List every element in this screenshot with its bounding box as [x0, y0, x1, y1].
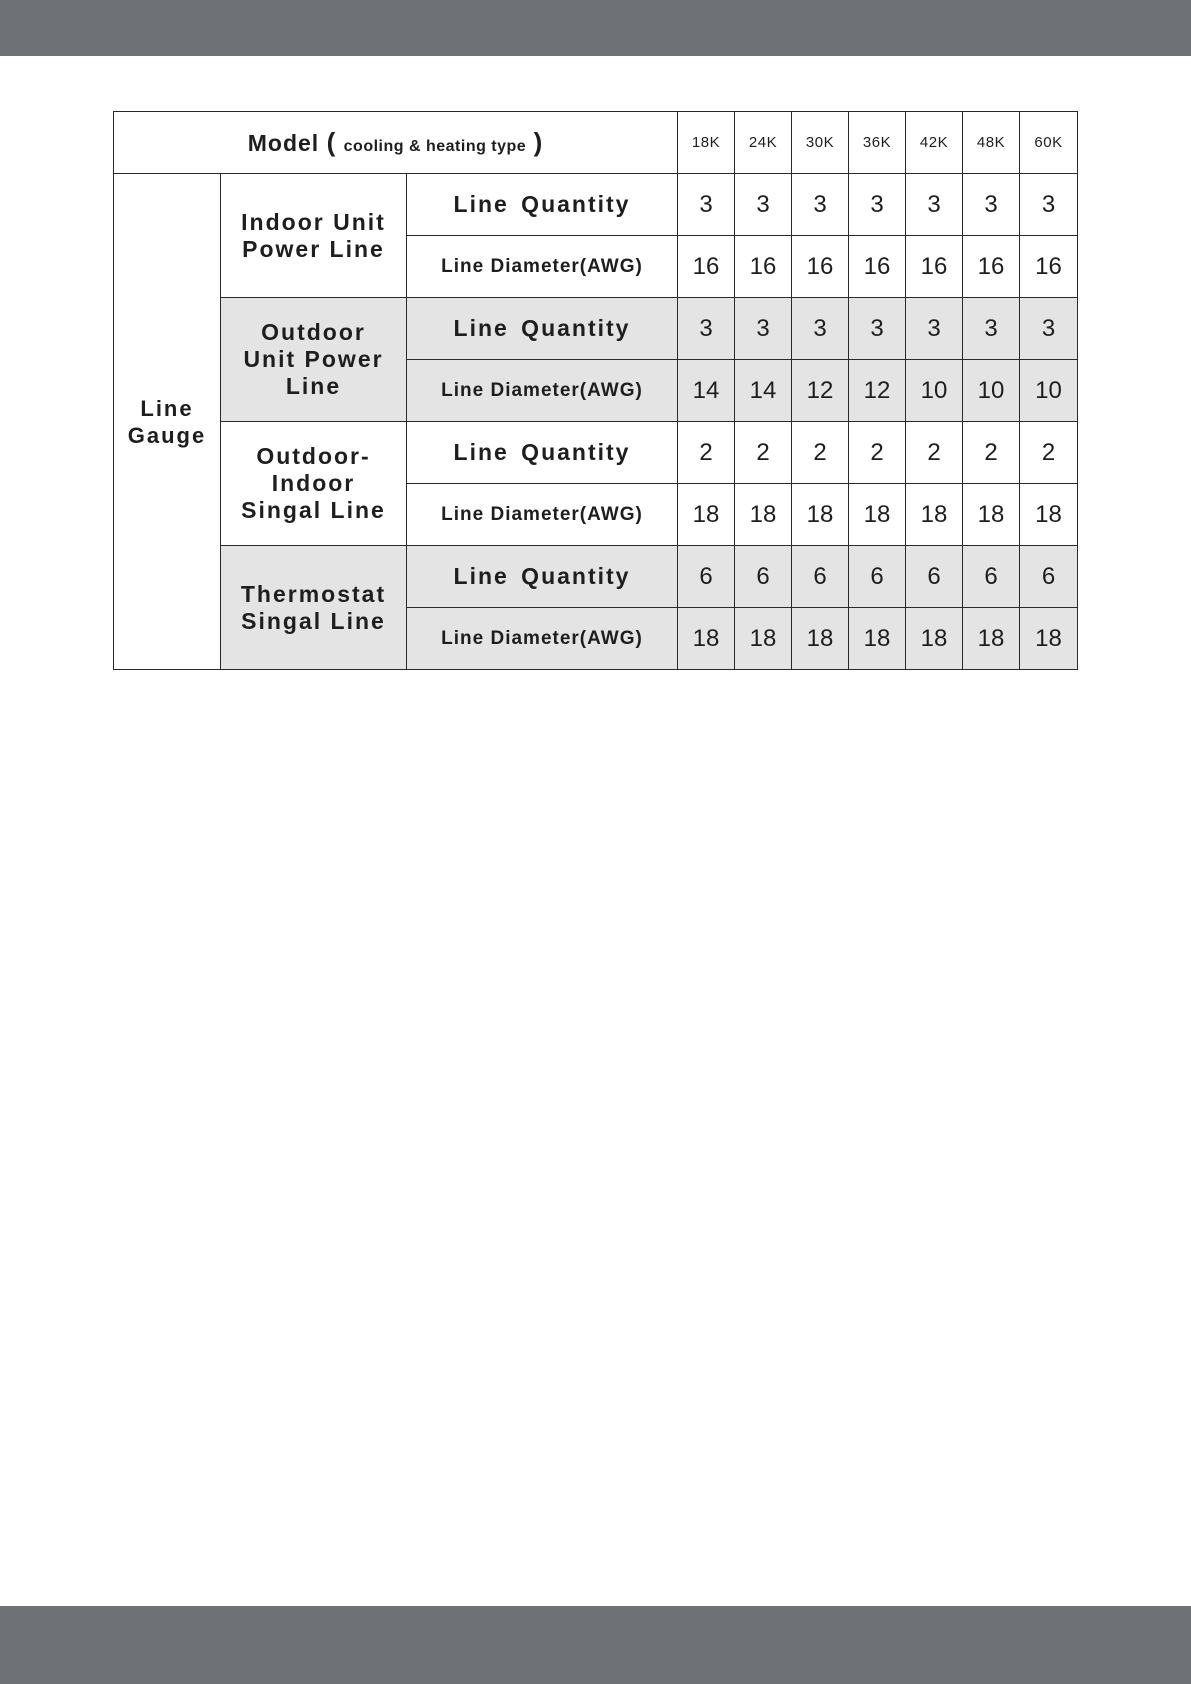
value-cell: 3 [678, 174, 735, 236]
value-cell: 3 [678, 298, 735, 360]
value-cell: 3 [735, 174, 792, 236]
line-gauge-label: Gauge [127, 422, 207, 448]
value-cell: 2 [678, 422, 735, 484]
open-paren: ( [326, 127, 337, 157]
group-label-line: Outdoor- [256, 443, 371, 469]
value-cell: 10 [906, 360, 963, 422]
group-label-line: Indoor Unit [241, 208, 386, 235]
value-cell: 3 [1020, 174, 1078, 236]
line-quantity-label: Line Quantity [407, 546, 678, 608]
value-cell: 3 [963, 174, 1020, 236]
capacity-header: 42K [906, 112, 963, 174]
group-label-line: Outdoor [261, 319, 366, 345]
value-cell: 3 [1020, 298, 1078, 360]
model-header-cell [114, 112, 678, 174]
table-row [114, 422, 1078, 484]
line-diameter-label: Line Diameter(AWG) [407, 236, 678, 298]
value-cell: 16 [849, 236, 906, 298]
group-label-line: Singal Line [241, 607, 386, 634]
group-label-line: Thermostat [240, 580, 387, 607]
value-cell: 18 [906, 484, 963, 546]
table-row [114, 174, 1078, 236]
group-label-cell [221, 174, 407, 298]
value-cell: 14 [735, 360, 792, 422]
value-cell: 3 [735, 298, 792, 360]
value-cell: 6 [849, 546, 906, 608]
value-cell: 18 [963, 484, 1020, 546]
value-cell: 3 [849, 174, 906, 236]
group-label-cell [221, 298, 407, 422]
line-diameter-label: Line Diameter(AWG) [407, 484, 678, 546]
line-diameter-label: Line Diameter(AWG) [407, 608, 678, 670]
capacity-header: 24K [735, 112, 792, 174]
table-row [114, 298, 1078, 360]
value-cell: 18 [849, 484, 906, 546]
page-footer-bar [0, 1606, 1191, 1684]
value-cell: 16 [678, 236, 735, 298]
value-cell: 6 [1020, 546, 1078, 608]
value-cell: 3 [906, 174, 963, 236]
value-cell: 16 [792, 236, 849, 298]
value-cell: 16 [735, 236, 792, 298]
line-gauge-cell [114, 174, 221, 670]
group-label-line: Line [285, 373, 342, 399]
capacity-header: 30K [792, 112, 849, 174]
value-cell: 2 [963, 422, 1020, 484]
value-cell: 18 [1020, 608, 1078, 670]
group-label-line: Indoor [271, 470, 356, 496]
value-cell: 12 [792, 360, 849, 422]
model-type-label: cooling & heating type [343, 138, 527, 155]
value-cell: 18 [792, 608, 849, 670]
value-cell: 10 [963, 360, 1020, 422]
capacity-header: 36K [849, 112, 906, 174]
value-cell: 18 [678, 608, 735, 670]
value-cell: 16 [963, 236, 1020, 298]
value-cell: 2 [849, 422, 906, 484]
value-cell: 18 [1020, 484, 1078, 546]
value-cell: 6 [906, 546, 963, 608]
value-cell: 16 [1020, 236, 1078, 298]
value-cell: 2 [1020, 422, 1078, 484]
page-header-bar [0, 0, 1191, 56]
line-quantity-label: Line Quantity [407, 298, 678, 360]
value-cell: 18 [735, 608, 792, 670]
value-cell: 3 [963, 298, 1020, 360]
group-label-line: Unit Power [243, 346, 384, 372]
capacity-header: 48K [963, 112, 1020, 174]
value-cell: 2 [792, 422, 849, 484]
value-cell: 3 [906, 298, 963, 360]
value-cell: 3 [792, 298, 849, 360]
value-cell: 14 [678, 360, 735, 422]
value-cell: 2 [906, 422, 963, 484]
line-quantity-label: Line Quantity [407, 422, 678, 484]
group-label-line: Power Line [242, 235, 385, 262]
line-quantity-label: Line Quantity [407, 174, 678, 236]
model-label: Model [247, 130, 320, 156]
line-gauge-table [113, 111, 1078, 670]
close-paren: ) [533, 127, 544, 157]
value-cell: 6 [792, 546, 849, 608]
value-cell: 12 [849, 360, 906, 422]
value-cell: 18 [792, 484, 849, 546]
table-row [114, 546, 1078, 608]
group-label-cell [221, 546, 407, 670]
value-cell: 6 [678, 546, 735, 608]
value-cell: 16 [906, 236, 963, 298]
group-label-cell [221, 422, 407, 546]
line-diameter-label: Line Diameter(AWG) [407, 360, 678, 422]
value-cell: 3 [792, 174, 849, 236]
value-cell: 18 [735, 484, 792, 546]
value-cell: 3 [849, 298, 906, 360]
value-cell: 18 [963, 608, 1020, 670]
header-row [114, 112, 1078, 174]
value-cell: 18 [678, 484, 735, 546]
value-cell: 18 [849, 608, 906, 670]
value-cell: 2 [735, 422, 792, 484]
value-cell: 18 [906, 608, 963, 670]
value-cell: 10 [1020, 360, 1078, 422]
group-label-line: Singal Line [241, 497, 386, 523]
capacity-header: 18K [678, 112, 735, 174]
value-cell: 6 [963, 546, 1020, 608]
line-gauge-label: Line [140, 395, 194, 421]
value-cell: 6 [735, 546, 792, 608]
capacity-header: 60K [1020, 112, 1078, 174]
